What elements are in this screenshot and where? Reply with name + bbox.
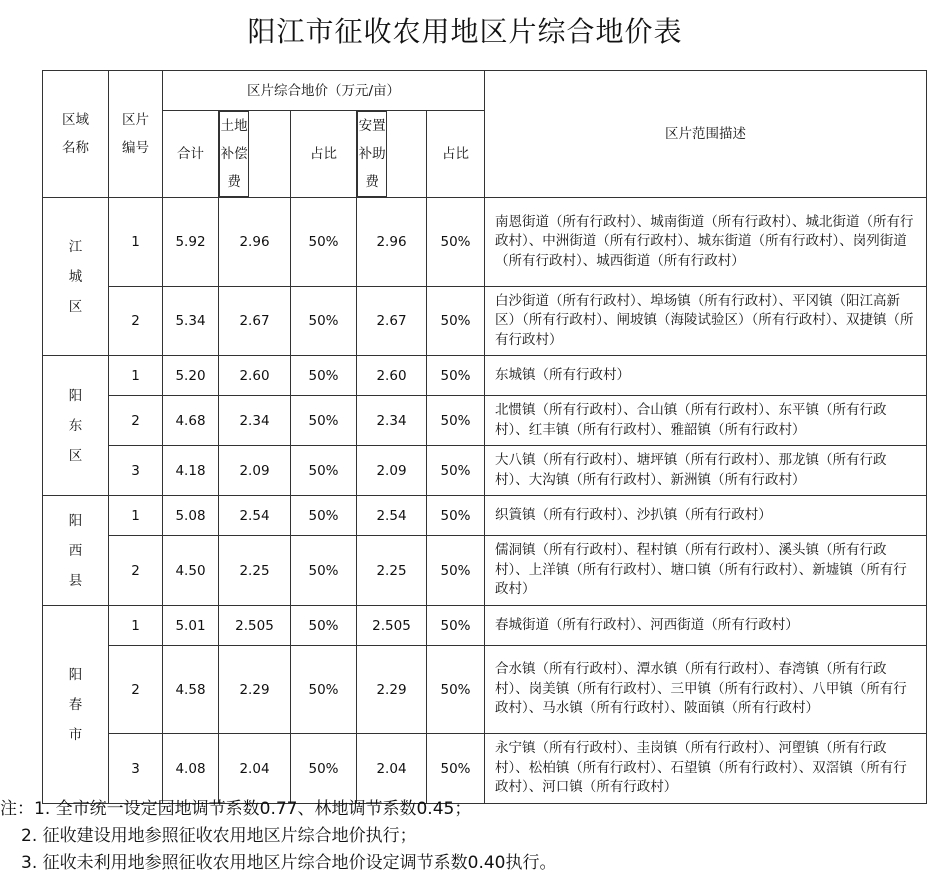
total-price-cell: 5.20 (163, 356, 219, 396)
zone-no-cell: 3 (109, 446, 163, 496)
zone-no-cell: 1 (109, 356, 163, 396)
resettle-cell: 2.04 (357, 734, 427, 804)
zone-description: 永宁镇（所有行政村）、圭岗镇（所有行政村）、河塱镇（所有行政村）、松柏镇（所有行政村）、石望镇（所有行政村）、双滘镇（所有行政村）、河口镇（所有行政村） (485, 734, 927, 804)
page-title: 阳江市征收农用地区片综合地价表 (247, 15, 683, 48)
note-1: 注：1. 全市统一设定园地调节系数0.77、林地调节系数0.45； (0, 799, 472, 819)
share-1-cell: 50% (291, 356, 357, 396)
region-name: 阳西县 (43, 496, 109, 606)
zone-no-cell: 2 (109, 287, 163, 356)
share-2-cell: 50% (427, 356, 485, 396)
zone-no-cell: 3 (109, 734, 163, 804)
zone-no-cell: 2 (109, 646, 163, 734)
zone-description: 南恩街道（所有行政村）、城南街道（所有行政村）、城北街道（所有行政村）、中洲街道（所有行政村）、城东街道（所有行政村）、岗列街道（所有行政村）、城西街道（所有行政村） (485, 198, 927, 287)
share-1-cell: 50% (291, 496, 357, 536)
header-row-top (43, 71, 927, 111)
header-land-comp: 土地补偿费 (219, 111, 249, 197)
share-1-cell: 50% (291, 536, 357, 606)
total-price-cell: 5.01 (163, 606, 219, 646)
zone-no-cell: 1 (109, 496, 163, 536)
table-row (43, 396, 927, 446)
resettle-cell: 2.09 (357, 446, 427, 496)
total-price-cell: 5.08 (163, 496, 219, 536)
note-3: 3. 征收未利用地参照征收农用地区片综合地价设定调节系数0.40执行。 (21, 853, 557, 873)
total-price-cell: 5.92 (163, 198, 219, 287)
zone-no-cell: 2 (109, 396, 163, 446)
table-row (43, 606, 927, 646)
note-2: 2. 征收建设用地参照征收农用地区片综合地价执行； (21, 826, 417, 846)
land-comp-cell: 2.34 (219, 396, 291, 446)
land-comp-cell: 2.29 (219, 646, 291, 734)
share-2-cell: 50% (427, 396, 485, 446)
resettle-cell: 2.60 (357, 356, 427, 396)
land-comp-cell: 2.04 (219, 734, 291, 804)
header-total: 合计 (163, 111, 219, 198)
land-comp-cell: 2.25 (219, 536, 291, 606)
zone-description: 合水镇（所有行政村）、潭水镇（所有行政村）、春湾镇（所有行政村）、岗美镇（所有行政村）、三甲镇（所有行政村）、八甲镇（所有行政村）、马水镇（所有行政村）、陂面镇（所有行政村） (485, 646, 927, 734)
land-comp-cell: 2.96 (219, 198, 291, 287)
share-1-cell: 50% (291, 606, 357, 646)
header-zone-no: 区片编号 (109, 71, 163, 198)
zone-description: 大八镇（所有行政村）、塘坪镇（所有行政村）、那龙镇（所有行政村）、大沟镇（所有行政村）、新洲镇（所有行政村） (485, 446, 927, 496)
header-share-1: 占比 (291, 111, 357, 198)
header-share-2: 占比 (427, 111, 485, 198)
region-name: 江城区 (43, 198, 109, 356)
land-comp-cell: 2.09 (219, 446, 291, 496)
table-row (43, 287, 927, 356)
table-body (43, 198, 927, 804)
land-price-table (42, 70, 927, 804)
share-2-cell: 50% (427, 646, 485, 734)
table-row (43, 734, 927, 804)
total-price-cell: 4.08 (163, 734, 219, 804)
share-2-cell: 50% (427, 536, 485, 606)
share-2-cell: 50% (427, 198, 485, 287)
zone-no-cell: 1 (109, 198, 163, 287)
resettle-cell: 2.67 (357, 287, 427, 356)
total-price-cell: 5.34 (163, 287, 219, 356)
zone-description: 春城街道（所有行政村）、河西街道（所有行政村） (485, 606, 927, 646)
resettle-cell: 2.54 (357, 496, 427, 536)
notes (0, 796, 556, 877)
table-row (43, 646, 927, 734)
table-row (43, 536, 927, 606)
share-1-cell: 50% (291, 446, 357, 496)
total-price-cell: 4.68 (163, 396, 219, 446)
land-comp-cell: 2.54 (219, 496, 291, 536)
total-price-cell: 4.58 (163, 646, 219, 734)
share-1-cell: 50% (291, 646, 357, 734)
share-2-cell: 50% (427, 287, 485, 356)
zone-description: 儒洞镇（所有行政村）、程村镇（所有行政村）、溪头镇（所有行政村）、上洋镇（所有行政村）、塘口镇（所有行政村）、新墟镇（所有行政村） (485, 536, 927, 606)
total-price-cell: 4.50 (163, 536, 219, 606)
zone-description: 织篢镇（所有行政村）、沙扒镇（所有行政村） (485, 496, 927, 536)
table-row (43, 198, 927, 287)
share-2-cell: 50% (427, 606, 485, 646)
resettle-cell: 2.29 (357, 646, 427, 734)
table-row (43, 356, 927, 396)
share-2-cell: 50% (427, 496, 485, 536)
header-price-group: 区片综合地价（万元/亩） (163, 71, 485, 111)
resettle-cell: 2.505 (357, 606, 427, 646)
zone-no-cell: 2 (109, 536, 163, 606)
resettle-cell: 2.96 (357, 198, 427, 287)
header-region: 区域名称 (43, 71, 109, 198)
header-resettle: 安置补助费 (357, 111, 387, 197)
share-1-cell: 50% (291, 198, 357, 287)
total-price-cell: 4.18 (163, 446, 219, 496)
table-row (43, 446, 927, 496)
land-comp-cell: 2.505 (219, 606, 291, 646)
zone-description: 东城镇（所有行政村） (485, 356, 927, 396)
table-row (43, 496, 927, 536)
header-desc: 区片范围描述 (485, 71, 927, 198)
resettle-cell: 2.34 (357, 396, 427, 446)
region-name: 阳春市 (43, 606, 109, 804)
zone-description: 白沙街道（所有行政村）、埠场镇（所有行政村）、平冈镇（阳江高新区）（所有行政村）、闸坡镇（海陵试验区）（所有行政村）、双捷镇（所有行政村） (485, 287, 927, 356)
land-comp-cell: 2.60 (219, 356, 291, 396)
share-2-cell: 50% (427, 446, 485, 496)
share-1-cell: 50% (291, 287, 357, 356)
share-1-cell: 50% (291, 396, 357, 446)
zone-no-cell: 1 (109, 606, 163, 646)
zone-description: 北惯镇（所有行政村）、合山镇（所有行政村）、东平镇（所有行政村）、红丰镇（所有行政村）、雅韶镇（所有行政村） (485, 396, 927, 446)
share-1-cell: 50% (291, 734, 357, 804)
resettle-cell: 2.25 (357, 536, 427, 606)
land-comp-cell: 2.67 (219, 287, 291, 356)
region-name: 阳东区 (43, 356, 109, 496)
share-2-cell: 50% (427, 734, 485, 804)
